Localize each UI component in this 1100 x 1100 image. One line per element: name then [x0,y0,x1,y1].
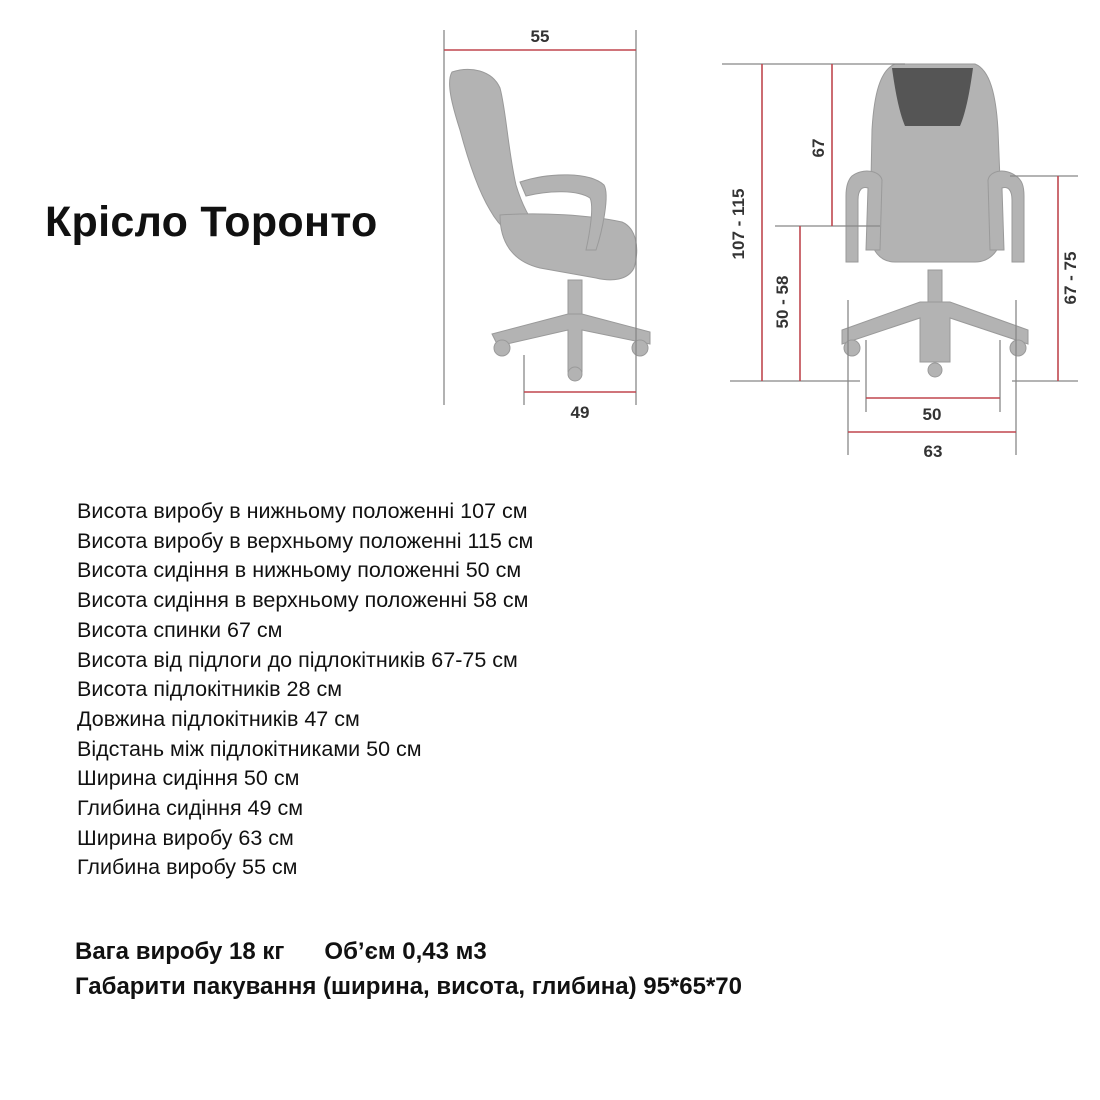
spec-item: Висота сидіння в верхньому положенні 58 см [77,588,529,613]
weight-volume-line [75,934,742,969]
spec-item: Відстань між підлокітниками 50 см [77,736,422,761]
spec-item: Довжина підлокітників 47 см [77,706,360,731]
weight-text: Вага виробу 18 кг [75,938,285,965]
dimension-depth-total: 55 [530,27,550,46]
product-summary [75,934,742,1004]
spec-item: Глибина виробу 55 см [77,855,298,880]
dimension-seat-height: 50 - 58 [773,275,792,329]
dimension-seat-depth: 49 [570,403,590,422]
chair-dimension-diagram [0,0,1100,470]
side-view-chair [450,69,650,381]
page-title: Крісло Торонто [45,198,378,246]
specifications-list [77,497,533,883]
spec-item: Висота сидіння в нижньому положенні 50 см [77,558,522,583]
front-view-headrest [892,68,973,126]
spec-item: Глибина сидіння 49 см [77,796,303,821]
spec-item: Висота від підлоги до підлокітників 67-75 см [77,647,518,672]
dimension-armrest-floor-height: 67 - 75 [1061,251,1080,305]
dimension-width-total: 63 [923,442,943,461]
spec-item: Висота виробу в нижньому положенні 107 см [77,499,528,523]
dimension-seat-width: 50 [922,405,942,424]
spec-item: Висота підлокітників 28 см [77,677,342,702]
spec-item: Висота спинки 67 см [77,617,283,642]
dimension-height-total: 107 - 115 [729,188,748,260]
dimension-back-height: 67 [809,138,828,158]
spec-item: Ширина виробу 63 см [77,825,294,850]
volume-text: Об’єм 0,43 м3 [324,938,487,965]
spec-item: Висота виробу в верхньому положенні 115 см [77,528,534,553]
packaging-text: Габарити пакування (ширина, висота, глибина) 95*65*70 [75,973,742,1000]
spec-item: Ширина сидіння 50 см [77,766,300,791]
